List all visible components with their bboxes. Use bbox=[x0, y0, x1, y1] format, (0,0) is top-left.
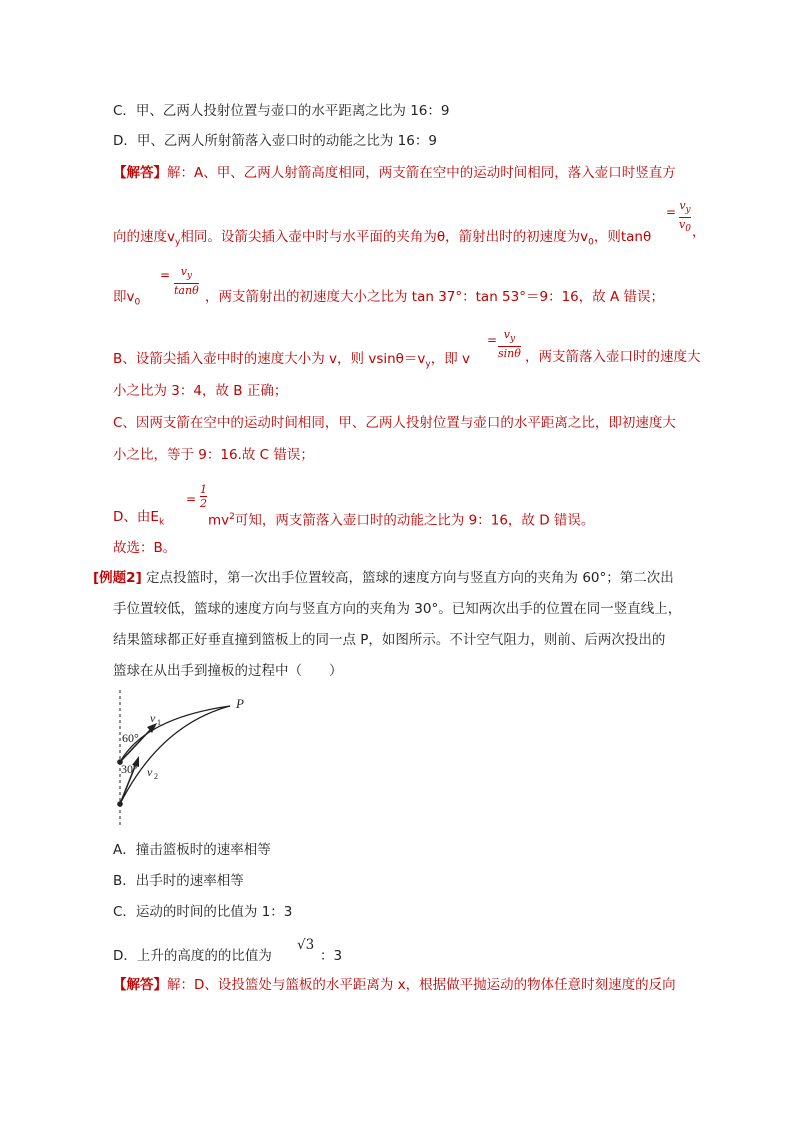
fraction-vy-tan: $v_y$ tanθ bbox=[174, 265, 199, 298]
option-c: C．运动的时间的比值为 1：3 bbox=[113, 904, 293, 920]
answer1-line2: 向的速度$v_y$相同。设箭尖插入壶中时与水平面的夹角为θ，箭射出时的初速度为$v_0$，则tanθ bbox=[113, 229, 652, 248]
option-c-line: C．甲、乙两人投射位置与壶口的水平距离之比为 16：9 bbox=[113, 103, 450, 119]
answer1-line3-rest: ，两支箭射出的初速度大小之比为 tan 37°：tan 53°＝9：16，故 A 错误； bbox=[205, 289, 665, 305]
fraction-half: 1 2 bbox=[200, 483, 207, 510]
answer1-line4: B、设箭尖插入壶中时的速度大小为 v，则 $vsin\theta=v_y$，即 v bbox=[113, 351, 471, 370]
answer1-line6: C、因两支箭在空中的运动时间相同，甲、乙两人投射位置与壶口的水平距离之比，即初速度大 bbox=[113, 415, 676, 431]
option-d-line: D．甲、乙两人所射箭落入壶口时的动能之比为 16：9 bbox=[113, 133, 437, 149]
answer-text: 解：D、设投篮处与篮板的水平距离为 x，根据做平抛运动的物体任意时刻速度的反向 bbox=[167, 977, 676, 993]
answer1-line5: 小之比为 3：4，故 B 正确； bbox=[113, 383, 288, 399]
angle-30-label: 30° bbox=[121, 762, 138, 776]
example2-line3: 结果篮球都正好垂直撞到篮板上的同一点 P，如图所示。不计空气阻力，则前、后两次投出的 bbox=[113, 632, 666, 648]
answer1-line3: 即$v_0$ bbox=[113, 289, 141, 308]
basketball-trajectory-diagram bbox=[110, 690, 270, 830]
answer-tag: 【解答】 bbox=[113, 165, 167, 181]
answer1-line1 bbox=[113, 163, 676, 183]
answer1-line8: D、由$E_k$ bbox=[113, 509, 165, 528]
answer1-line8-rest: $mv^2$可知，两支箭落入壶口时的动能之比为 9：16，故 D 错误。 bbox=[208, 512, 595, 529]
point-p-label: P bbox=[236, 696, 244, 711]
v1-label: v bbox=[150, 711, 156, 725]
angle-60-label: 60° bbox=[122, 731, 139, 745]
option-d: D．上升的高度的的比值为 bbox=[113, 948, 272, 964]
answer1-line4-rest: ，两支箭落入壶口时的速度大 bbox=[525, 349, 701, 365]
eq-sign: = bbox=[160, 268, 171, 282]
option-b: B．出手时的速率相等 bbox=[113, 873, 244, 889]
eq-sign: = bbox=[487, 333, 498, 347]
fraction-vy-v0: $v_y$ $v_0$ bbox=[679, 199, 691, 235]
answer1-line7: 小之比，等于 9：16.故 C 错误； bbox=[113, 447, 314, 463]
example2-line2: 手位置较低，篮球的速度方向与竖直方向的夹角为 30°。已知两次出手的位置在同一竖直线上， bbox=[113, 601, 682, 617]
svg-text:2: 2 bbox=[154, 772, 158, 781]
option-a: A．撞击篮板时的速率相等 bbox=[113, 842, 271, 858]
eq-sign: = bbox=[186, 492, 197, 506]
choice-line: 故选：B。 bbox=[113, 540, 177, 556]
sqrt3: √3 bbox=[297, 937, 315, 953]
fraction-vy-sin: $v_y$ sinθ bbox=[498, 328, 521, 361]
option-d-rest: ：3 bbox=[320, 948, 343, 964]
svg-text:1: 1 bbox=[157, 718, 161, 727]
answer-tag: 【解答】 bbox=[113, 977, 167, 993]
comma: ， bbox=[692, 224, 706, 240]
eq-sign: = bbox=[666, 205, 677, 219]
example2-line1: [例题2] 定点投篮时，第一次出手位置较高，篮球的速度方向与竖直方向的夹角为 60°；第二次出 bbox=[93, 570, 674, 586]
answer2-line1 bbox=[113, 975, 676, 995]
example2-line4: 篮球在从出手到撞板的过程中（ ） bbox=[113, 663, 343, 679]
example-tag: [例题2] bbox=[93, 570, 142, 586]
answer-text: 解：A、甲、乙两人射箭高度相同，两支箭在空中的运动时间相同，落入壶口时竖直方 bbox=[167, 165, 676, 181]
v2-label: v bbox=[147, 765, 153, 779]
